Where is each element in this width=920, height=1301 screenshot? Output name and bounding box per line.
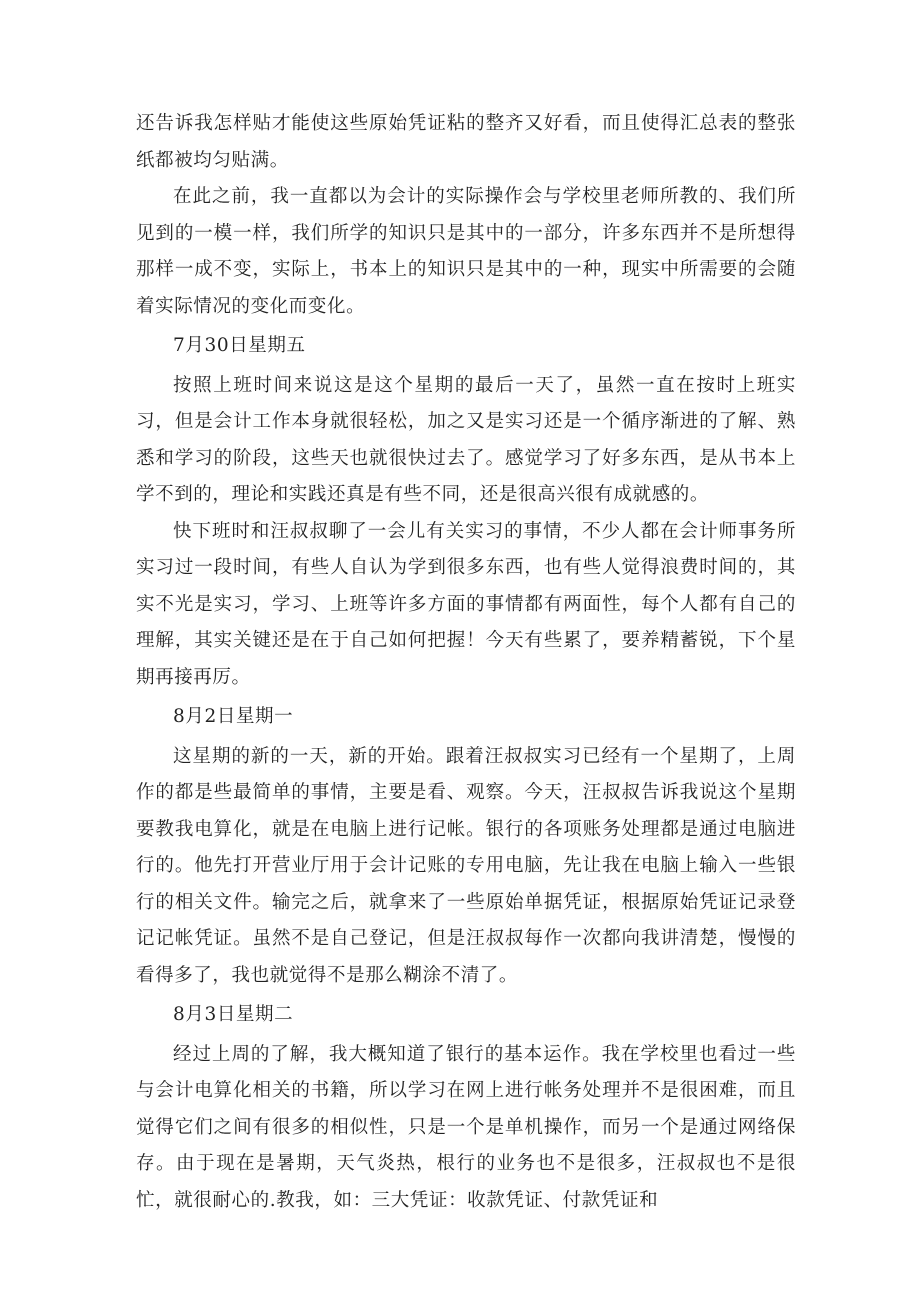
date-heading-jul-30: 7月30日星期五: [173, 335, 306, 356]
document-body: [136, 106, 796, 1219]
date-heading-aug-2: 8月2日星期一: [173, 706, 294, 727]
paragraph-last-day-of-week: 按照上班时间来说这是这个星期的最后一天了，虽然一直在按时上班实习，但是会计工作本身就很轻松，加之又是实习还是一个循序渐进的了解、熟悉和学习的阶段，这些天也就很快过去了。感觉学习了好多东西，是从书本上学不到的，理论和实践还真是有些不同，还是很高兴很有成就感的。: [136, 374, 796, 505]
paragraph-continuation: 还告诉我怎样贴才能使这些原始凭证粘的整齐又好看，而且使得汇总表的整张纸都被均匀贴满。: [136, 113, 796, 171]
paragraph-computerized-accounting: 这星期的新的一天，新的开始。跟着汪叔叔实习已经有一个星期了，上周作的都是些最简单的事情，主要是看、观察。今天，汪叔叔告诉我说这个星期要教我电算化，就是在电脑上进行记帐。银行的各项账务处理都是通过电脑进行的。他先打开营业厅用于会计记账的专用电脑，先让我在电脑上输入一些银行的相关文件。输完之后，就拿来了一些原始单据凭证，根据原始凭证记录登记记帐凭证。虽然不是自己登记，但是汪叔叔每作一次都向我讲清楚，慢慢的看得多了，我也就觉得不是那么糊涂不清了。: [136, 745, 796, 986]
paragraph-before-practice: 在此之前，我一直都以为会计的实际操作会与学校里老师所教的、我们所见到的一模一样，我们所学的知识只是其中的一部分，许多东西并不是所想得那样一成不变，实际上，书本上的知识只是其中的一种，现实中所需要的会随着实际情况的变化而变化。: [136, 186, 796, 317]
date-heading-aug-3: 8月3日星期二: [173, 1004, 294, 1025]
paragraph-bank-operations: 经过上周的了解，我大概知道了银行的基本运作。我在学校里也看过一些与会计电算化相关的书籍，所以学习在网上进行帐务处理并不是很困难，而且觉得它们之间有很多的相似性，只是一个是单机操作，而另一个是通过网络保存。由于现在是暑期，天气炎热，根行的业务也不是很多，汪叔叔也不是很忙，就很耐心的.教我，如：三大凭证：收款凭证、付款凭证和: [136, 1043, 796, 1211]
paragraph-chat-with-uncle: 快下班时和汪叔叔聊了一会儿有关实习的事情，不少人都在会计师事务所实习过一段时间，有些人自认为学到很多东西，也有些人觉得浪费时间的，其实不光是实习，学习、上班等许多方面的事情都有两面性，每个人都有自己的理解，其实关键还是在于自己如何把握！今天有些累了，要养精蓄锐，下个星期再接再厉。: [136, 520, 796, 688]
